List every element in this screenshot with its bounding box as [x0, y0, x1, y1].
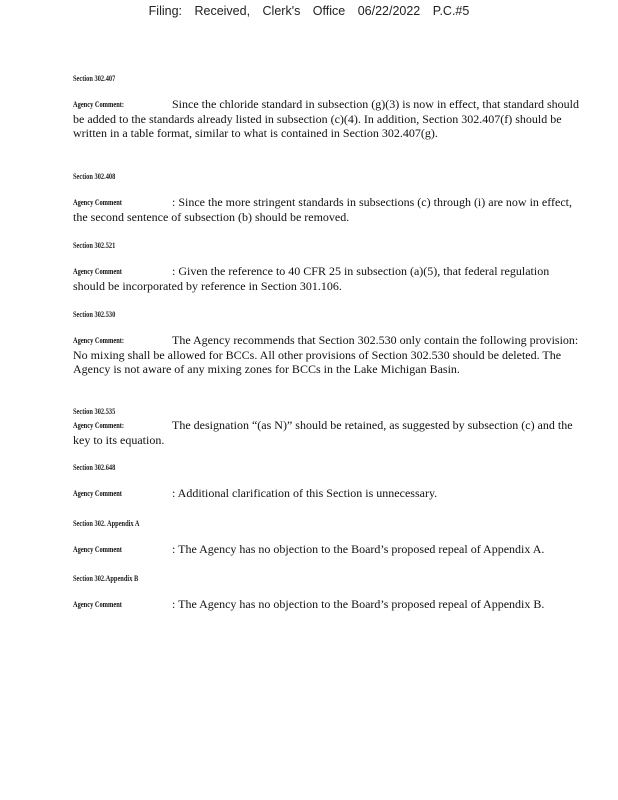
comment-label: Agency Comment:: [73, 100, 125, 109]
section-title: Section 302.Appendix B: [73, 574, 139, 583]
section-302-648: [73, 463, 583, 501]
comment-text: : Since the more stringent standards in subsections (c) through (i) are now in effect, the second sentence of subsection (b) should be removed.: [73, 195, 573, 224]
comment-text: : The Agency has no objection to the Board’s proposed repeal of Appendix A.: [172, 542, 545, 556]
section-title: Section 302.407: [73, 74, 116, 83]
filing-stamp: Filing: Received, Clerk's Office 06/22/2022 P.C.#5: [148, 4, 470, 18]
section-title: Section 302. Appendix A: [73, 519, 140, 528]
comment-label: Agency Comment: [73, 198, 122, 207]
comment-text: : The Agency has no objection to the Board’s proposed repeal of Appendix B.: [172, 597, 545, 611]
section-302-530: [73, 310, 583, 376]
agency-comment: [73, 542, 583, 557]
agency-comment: [73, 264, 583, 293]
agency-comment: [73, 97, 583, 140]
section-title: Section 302.535: [73, 407, 116, 416]
section-302-535: [73, 407, 583, 447]
agency-comment: [73, 597, 583, 612]
section-302-407: [73, 74, 583, 140]
agency-comment: [73, 418, 583, 447]
section-302-521: [73, 241, 583, 293]
section-title: Section 302.648: [73, 463, 116, 472]
comment-text: The Agency recommends that Section 302.530 only contain the following provision: No mixing shall be allowed for BCCs. All other provisions of Section 302.530 should be deleted. The Agency is not aware of any mixing zones for BCCs in the Lake Michigan Basin.: [73, 333, 579, 376]
section-302-408: [73, 172, 583, 224]
section-title: Section 302.408: [73, 172, 116, 181]
agency-comment: [73, 333, 583, 376]
section-title: Section 302.521: [73, 241, 116, 250]
section-302-appendix-a: [73, 519, 583, 557]
comment-label: Agency Comment: [73, 267, 122, 276]
comment-label: Agency Comment: [73, 489, 122, 498]
comment-label: Agency Comment:: [73, 336, 125, 345]
agency-comment: [73, 195, 583, 224]
comment-label: Agency Comment: [73, 545, 122, 554]
comment-label: Agency Comment: [73, 600, 122, 609]
section-302-appendix-b: [73, 574, 583, 612]
comment-text: : Additional clarification of this Section is unnecessary.: [172, 486, 438, 500]
comment-text: : Given the reference to 40 CFR 25 in subsection (a)(5), that federal regulation should be incorporated by reference in Section 301.106.: [73, 264, 550, 293]
comment-text: The designation “(as N)” should be retained, as suggested by subsection (c) and the key to its equation.: [73, 418, 573, 447]
section-title: Section 302.530: [73, 310, 116, 319]
agency-comment: [73, 486, 583, 501]
comment-text: Since the chloride standard in subsection (g)(3) is now in effect, that standard should be added to the standards already listed in subsection (c)(4). In addition, Section 302.407(f) should be written in a table format, similar to what is contained in Section 302.407(g).: [73, 97, 580, 140]
comment-label: Agency Comment:: [73, 421, 125, 430]
